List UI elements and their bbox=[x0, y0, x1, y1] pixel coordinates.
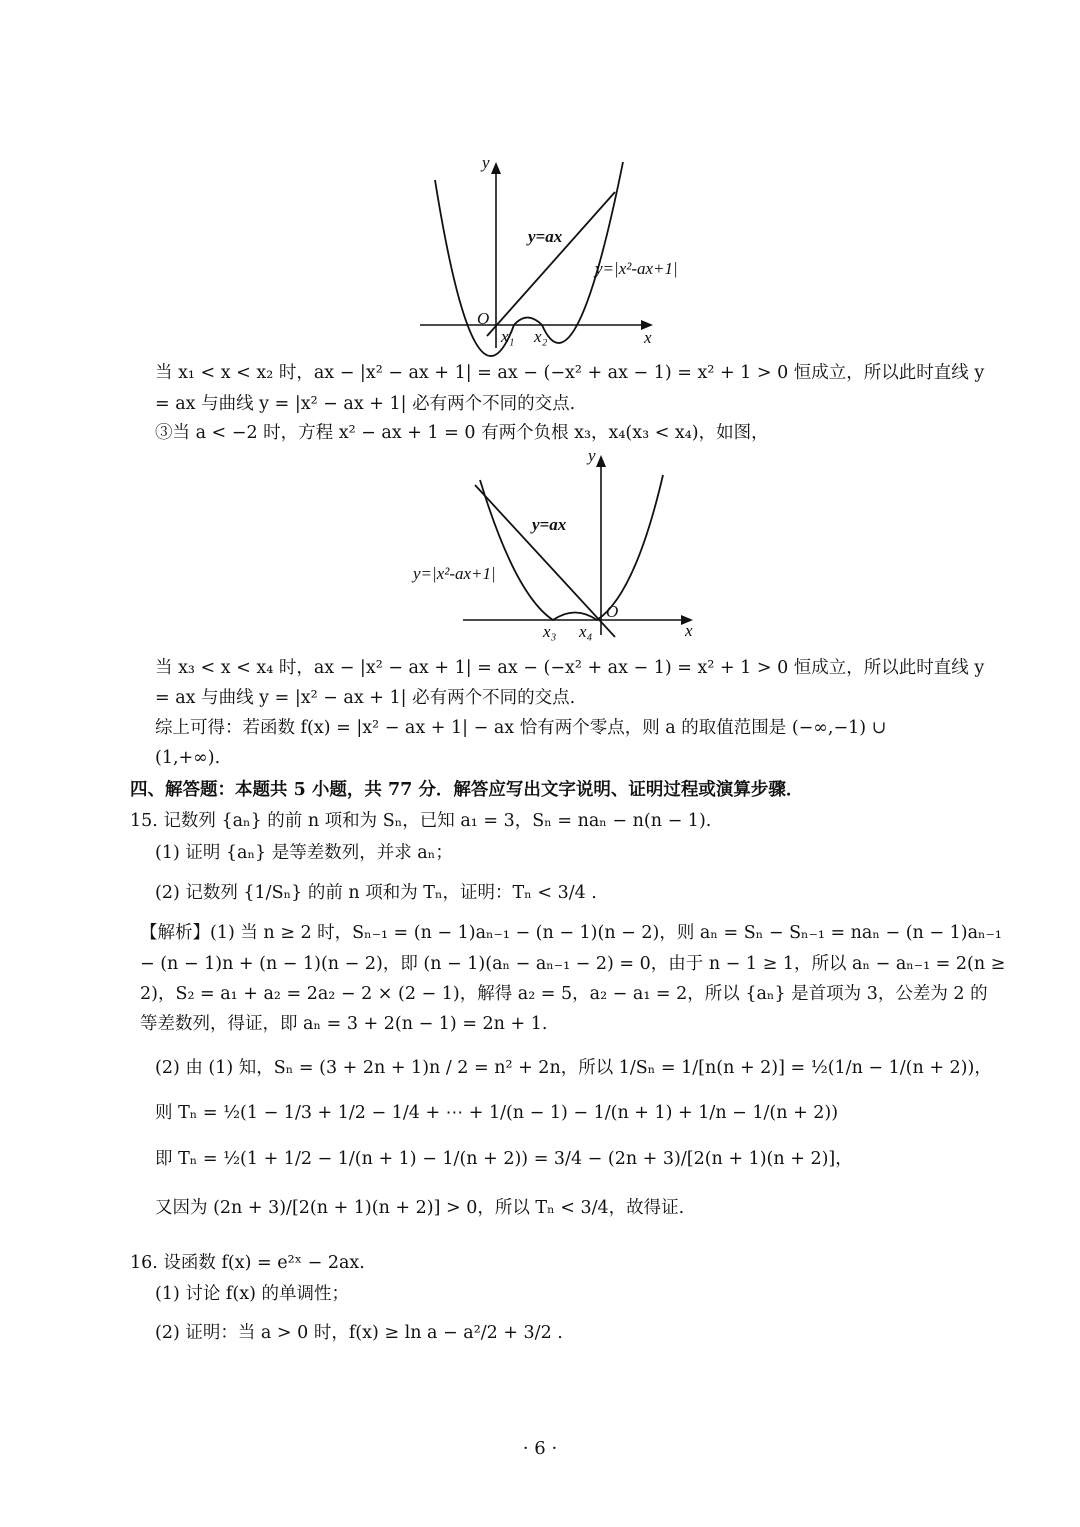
solution-line-4: 等差数列，得证，即 aₙ = 3 + 2(n − 1) = 2n + 1. bbox=[140, 1014, 548, 1034]
question-15: 15. 记数列 {aₙ} 的前 n 项和为 Sₙ，已知 a₁ = 3，Sₙ = naₙ − n(n − 1). bbox=[130, 811, 712, 831]
y-axis-label: y bbox=[588, 446, 596, 465]
root-x1-label: x₁ bbox=[501, 327, 515, 346]
y-axis-arrow-icon bbox=[596, 455, 606, 467]
section-heading: 四、解答题：本题共 5 小题，共 77 分．解答应写出文字说明、证明过程或演算步骤． bbox=[130, 780, 804, 800]
text-line-7: (1,+∞). bbox=[155, 748, 221, 768]
origin-label: O bbox=[477, 309, 490, 328]
question-15-part-1: (1) 证明 {aₙ} 是等差数列，并求 aₙ； bbox=[155, 843, 453, 863]
curve-label: y=|x²-ax+1| bbox=[595, 259, 678, 278]
y-axis-label: y bbox=[482, 153, 490, 172]
curve-abs-quadratic bbox=[480, 475, 663, 620]
root-x4-label: x₄ bbox=[579, 622, 593, 641]
figure-1-graph bbox=[415, 150, 678, 350]
figure-2-graph bbox=[405, 445, 705, 645]
root-x3-label: x₃ bbox=[543, 622, 557, 641]
solution-line-1: 【解析】(1) 当 n ≥ 2 时，Sₙ₋₁ = (n − 1)aₙ₋₁ − (n − 1)(n − 2)，则 aₙ = Sₙ − Sₙ₋₁ = naₙ − (n − 1)aₙ₋₁ bbox=[140, 923, 1002, 943]
solution-line-8: 又因为 (2n + 3)/[2(n + 1)(n + 2)] > 0，所以 Tₙ < 3/4，故得证. bbox=[155, 1198, 685, 1218]
solution-line-5: (2) 由 (1) 知，Sₙ = (3 + 2n + 1)n / 2 = n² + 2n，所以 1/Sₙ = 1/[n(n + 2)] = ½(1/n − 1/(n + 2))， bbox=[155, 1058, 992, 1078]
question-15-part-2: (2) 记数列 {1/Sₙ} 的前 n 项和为 Tₙ，证明：Tₙ < 3/4 . bbox=[155, 883, 597, 903]
root-x2-label: x₂ bbox=[534, 327, 548, 346]
question-16-part-2: (2) 证明：当 a > 0 时，f(x) ≥ ln a − a²/2 + 3/2 . bbox=[155, 1323, 563, 1343]
line-label: y=ax bbox=[532, 515, 567, 534]
curve-label: y=|x²-ax+1| bbox=[413, 564, 496, 583]
text-line-1: 当 x₁ < x < x₂ 时，ax − |x² − ax + 1| = ax − (−x² + ax − 1) = x² + 1 > 0 恒成立，所以此时直线 y bbox=[155, 363, 985, 383]
text-line-3: ③当 a < −2 时，方程 x² − ax + 1 = 0 有两个负根 x₃，x₄(x₃ < x₄)，如图， bbox=[155, 423, 769, 443]
solution-line-7: 即 Tₙ = ½(1 + 1/2 − 1/(n + 1) − 1/(n + 2)) = 3/4 − (2n + 3)/[2(n + 1)(n + 2)]， bbox=[155, 1149, 853, 1169]
page-number: · 6 · bbox=[522, 1438, 558, 1459]
text-line-4: 当 x₃ < x < x₄ 时，ax − |x² − ax + 1| = ax − (−x² + ax − 1) = x² + 1 > 0 恒成立，所以此时直线 y bbox=[155, 658, 985, 678]
question-16-part-1: (1) 讨论 f(x) 的单调性； bbox=[155, 1284, 349, 1304]
x-axis-label: x bbox=[685, 621, 693, 640]
question-16: 16. 设函数 f(x) = e²ˣ − 2ax. bbox=[130, 1253, 365, 1273]
solution-line-2: − (n − 1)n + (n − 1)(n − 2)，即 (n − 1)(aₙ − aₙ₋₁ − 2) = 0，由于 n − 1 ≥ 1，所以 aₙ − aₙ₋₁ = 2(n ≥ bbox=[140, 954, 1006, 974]
y-axis-arrow-icon bbox=[491, 162, 501, 174]
origin-label: O bbox=[606, 602, 619, 621]
text-line-5: = ax 与曲线 y = |x² − ax + 1| 必有两个不同的交点. bbox=[155, 688, 576, 708]
x-axis-label: x bbox=[644, 328, 652, 347]
solution-line-3: 2)，S₂ = a₁ + a₂ = 2a₂ − 2 × (2 − 1)，解得 a₂ = 5，a₂ − a₁ = 2，所以 {aₙ} 是首项为 3，公差为 2 的 bbox=[140, 984, 988, 1004]
line-label: y=ax bbox=[528, 227, 563, 246]
text-line-2: = ax 与曲线 y = |x² − ax + 1| 必有两个不同的交点. bbox=[155, 394, 576, 414]
solution-line-6: 则 Tₙ = ½(1 − 1/3 + 1/2 − 1/4 + ⋯ + 1/(n − 1) − 1/(n + 1) + 1/n − 1/(n + 2)) bbox=[155, 1103, 839, 1123]
text-line-6: 综上可得：若函数 f(x) = |x² − ax + 1| − ax 恰有两个零点，则 a 的取值范围是 (−∞,−1) ∪ bbox=[155, 718, 887, 738]
